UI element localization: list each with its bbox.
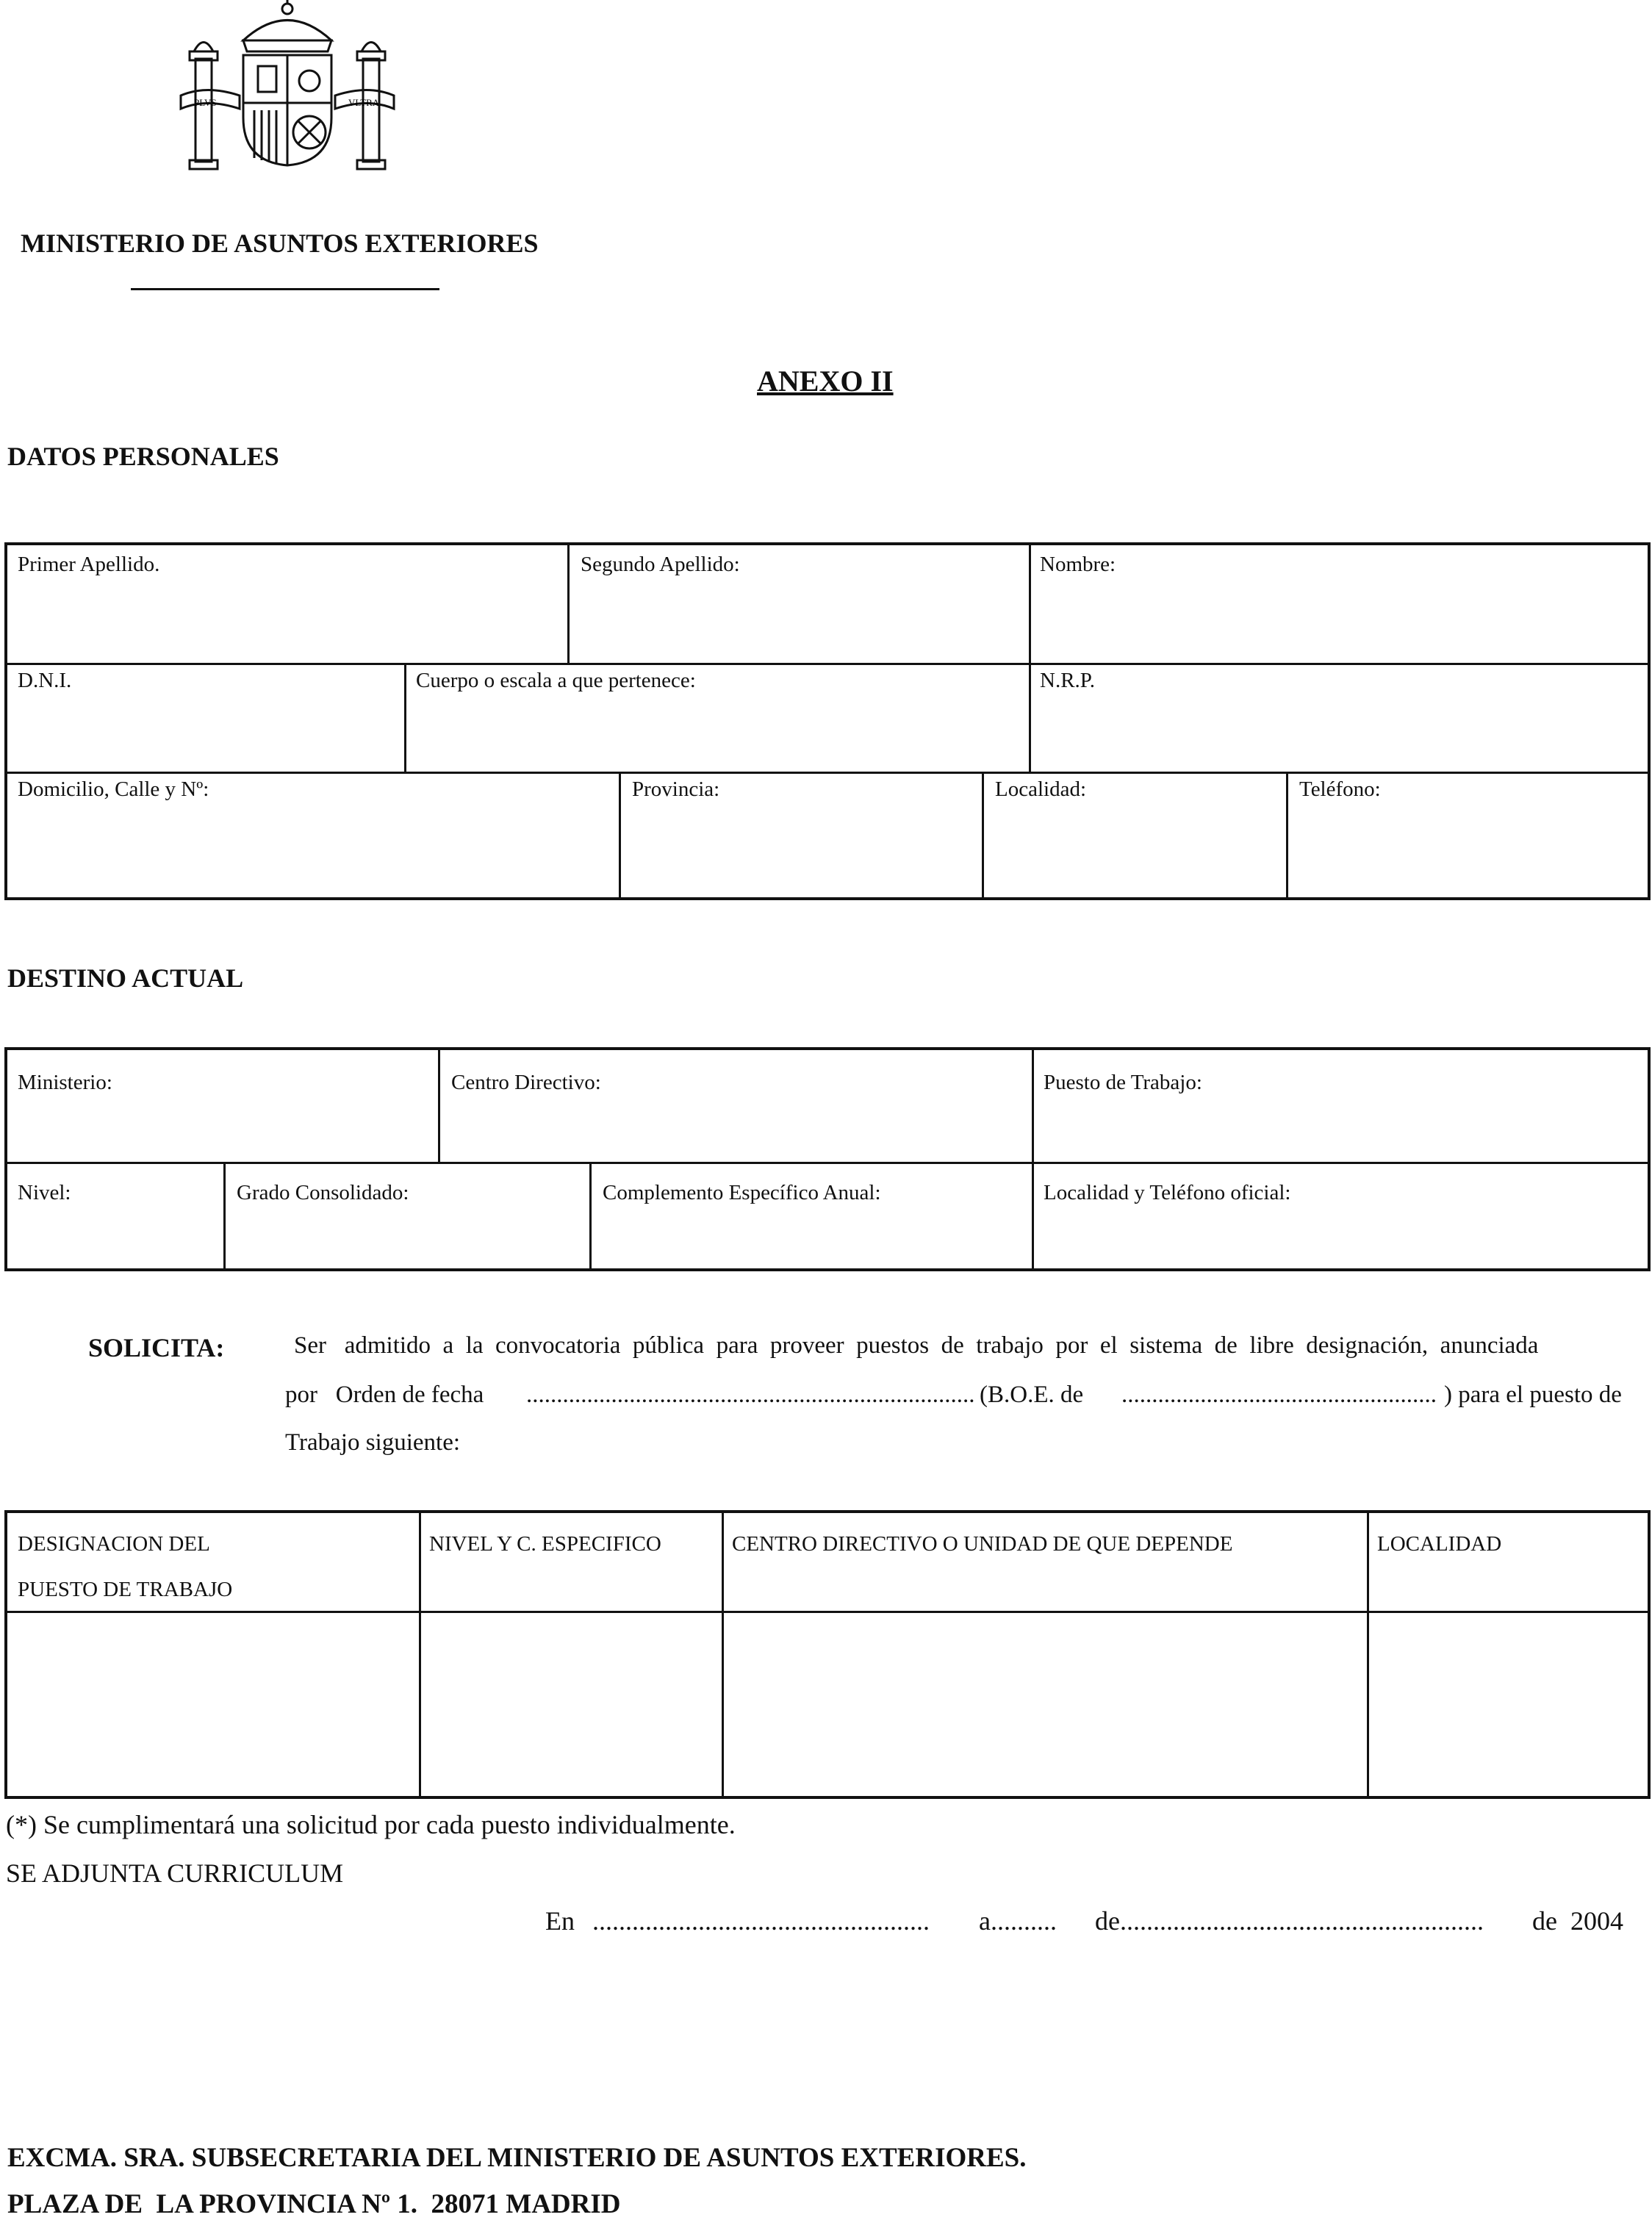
title-rule bbox=[131, 288, 439, 290]
orden-fecha-field[interactable]: .......................................................................... bbox=[526, 1382, 975, 1408]
col-centro: CENTRO DIRECTIVO O UNIDAD DE QUE DEPENDE bbox=[732, 1532, 1233, 1556]
solicita-line-2-c: ) para el puesto de bbox=[1444, 1382, 1622, 1408]
field-cuerpo[interactable]: Cuerpo o escala a que pertenece: bbox=[416, 669, 696, 692]
ministry-title: MINISTERIO DE ASUNTOS EXTERIORES bbox=[21, 229, 539, 258]
field-nrp[interactable]: N.R.P. bbox=[1040, 669, 1095, 692]
field-localidad-telefono[interactable]: Localidad y Teléfono oficial: bbox=[1044, 1181, 1291, 1204]
solicita-line-3: Trabajo siguiente: bbox=[285, 1429, 461, 1456]
field-primer-apellido[interactable]: Primer Apellido. bbox=[18, 553, 160, 576]
coat-of-arms-icon bbox=[173, 0, 401, 176]
field-nivel[interactable]: Nivel: bbox=[18, 1181, 71, 1204]
personal-data-table bbox=[4, 542, 1651, 900]
field-dni[interactable]: D.N.I. bbox=[18, 669, 72, 692]
col-designacion-2: PUESTO DE TRABAJO bbox=[18, 1578, 233, 1601]
field-localidad[interactable]: Localidad: bbox=[995, 777, 1087, 801]
cell-localidad[interactable] bbox=[1369, 1613, 1651, 1799]
col-localidad: LOCALIDAD bbox=[1377, 1532, 1502, 1556]
fecha-lugar-field[interactable]: ................................................... bbox=[592, 1906, 930, 1936]
field-puesto[interactable]: Puesto de Trabajo: bbox=[1044, 1071, 1202, 1094]
boe-fecha-field[interactable]: .................................................... bbox=[1121, 1382, 1437, 1408]
field-centro-directivo[interactable]: Centro Directivo: bbox=[451, 1071, 601, 1094]
col-designacion: DESIGNACION DEL bbox=[18, 1532, 210, 1556]
col-nivel: NIVEL Y C. ESPECIFICO bbox=[429, 1532, 661, 1556]
cell-nivel[interactable] bbox=[421, 1613, 720, 1799]
field-telefono[interactable]: Teléfono: bbox=[1299, 777, 1381, 801]
annex-title: ANEXO II bbox=[757, 364, 894, 398]
section-title-personal: DATOS PERSONALES bbox=[7, 442, 279, 471]
field-provincia[interactable]: Provincia: bbox=[632, 777, 720, 801]
field-segundo-apellido[interactable]: Segundo Apellido: bbox=[581, 553, 740, 576]
field-complemento[interactable]: Complemento Específico Anual: bbox=[603, 1181, 881, 1204]
field-nombre[interactable]: Nombre: bbox=[1040, 553, 1116, 576]
puesto-table bbox=[4, 1510, 1651, 1799]
field-domicilio[interactable]: Domicilio, Calle y Nº: bbox=[18, 777, 209, 801]
field-ministerio[interactable]: Ministerio: bbox=[18, 1071, 112, 1094]
note-asterisk: (*) Se cumplimentará una solicitud por cada puesto individualmente. bbox=[6, 1810, 736, 1839]
footer-address: PLAZA DE LA PROVINCIA Nº 1. 28071 MADRID bbox=[7, 2189, 621, 2219]
svg-text:PLVS: PLVS bbox=[194, 97, 217, 108]
solicita-line-2-a: por Orden de fecha bbox=[285, 1382, 484, 1408]
cell-centro[interactable] bbox=[724, 1613, 1365, 1799]
note-curriculum: SE ADJUNTA CURRICULUM bbox=[6, 1858, 344, 1888]
section-title-destino: DESTINO ACTUAL bbox=[7, 963, 244, 993]
solicita-boe-label: (B.O.E. de bbox=[980, 1382, 1084, 1408]
destino-table bbox=[4, 1047, 1651, 1271]
solicita-label: SOLICITA: bbox=[88, 1333, 225, 1362]
cell-designacion[interactable] bbox=[7, 1613, 417, 1799]
solicita-line-1: Ser admitido a la convocatoria pública para proveer puestos de trabajo por el sistema de libre designación, anunciada bbox=[294, 1332, 1539, 1359]
svg-text:VLTRA: VLTRA bbox=[348, 97, 380, 108]
field-grado[interactable]: Grado Consolidado: bbox=[237, 1181, 409, 1204]
fecha-mes-field[interactable]: de....................................................... bbox=[1095, 1906, 1484, 1936]
fecha-en: En bbox=[545, 1906, 575, 1936]
footer-addressee: EXCMA. SRA. SUBSECRETARIA DEL MINISTERIO DE ASUNTOS EXTERIORES. bbox=[7, 2143, 1027, 2173]
fecha-dia-field[interactable]: a.......... bbox=[979, 1906, 1057, 1936]
fecha-year: de 2004 bbox=[1532, 1906, 1623, 1936]
